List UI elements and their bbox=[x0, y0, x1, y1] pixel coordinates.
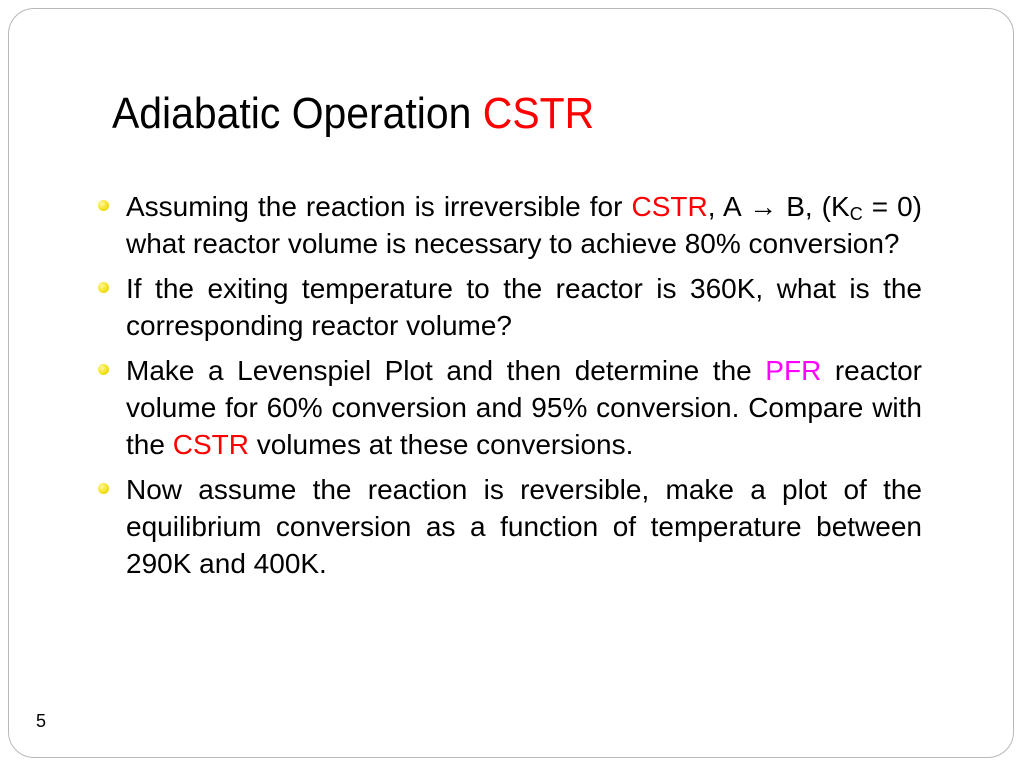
bullet-item-3 bbox=[126, 352, 922, 463]
bullet-dot-icon bbox=[98, 364, 109, 375]
bullet-item-4 bbox=[126, 471, 922, 582]
title-main: Adiabatic Operation bbox=[112, 89, 472, 138]
bullet-3-cstr: CSTR bbox=[172, 429, 249, 460]
bullet-dot-icon bbox=[98, 282, 109, 293]
slide-title bbox=[112, 84, 594, 144]
bullet-1-subscript: C bbox=[849, 204, 863, 224]
bullet-dot-icon bbox=[98, 483, 109, 494]
bullet-1-text-d: = 0) what reactor volume is necessary to achieve 80% conversion? bbox=[126, 191, 922, 259]
bullet-item-1 bbox=[126, 188, 922, 262]
slide-number: 5 bbox=[36, 711, 47, 731]
bullet-dot-icon bbox=[98, 200, 109, 211]
bullet-1-cstr: CSTR bbox=[631, 191, 708, 222]
bullet-3-text-b: reactor volume for 60% conversion and 95% conversion. Compare with the bbox=[126, 355, 923, 460]
arrow-icon: → bbox=[749, 191, 778, 222]
bullet-4-text: Now assume the reaction is reversible, make a plot of the equilibrium conversion as a function of temperature between 290K and 400K. bbox=[126, 474, 922, 579]
title-accent: CSTR bbox=[482, 89, 595, 138]
bullet-3-pfr: PFR bbox=[765, 355, 822, 386]
bullet-3-text-c: volumes at these conversions. bbox=[256, 429, 634, 460]
bullet-3-text-a: Make a Levenspiel Plot and then determine the bbox=[126, 355, 752, 386]
bullet-1-text-c: B, (K bbox=[786, 191, 850, 222]
bullet-list bbox=[126, 188, 922, 590]
bullet-item-2 bbox=[126, 270, 922, 344]
bullet-2-text: If the exiting temperature to the reactor is 360K, what is the corresponding reactor volume? bbox=[126, 273, 922, 341]
bullet-1-text-a: Assuming the reaction is irreversible for bbox=[126, 191, 623, 222]
bullet-1-text-b: , A bbox=[707, 191, 741, 222]
